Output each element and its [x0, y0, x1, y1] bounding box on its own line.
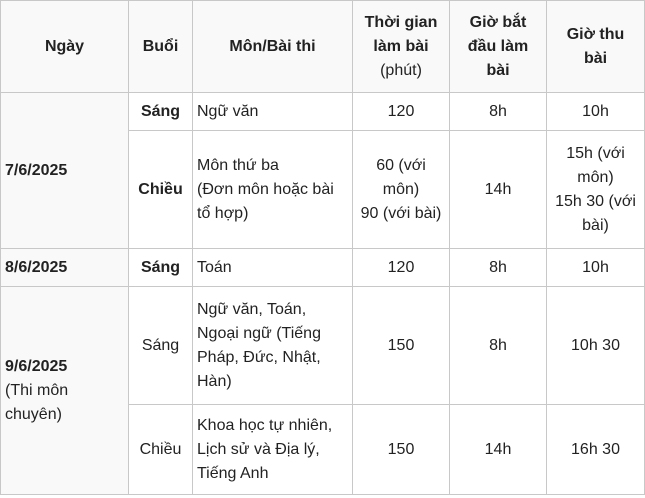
duration-cell: 60 (với môn) 90 (với bài): [353, 131, 450, 249]
end-time-cell: 10h 30: [547, 287, 645, 405]
day-cell-7-6: 7/6/2025: [1, 93, 129, 249]
header-row: [1, 1, 645, 93]
subject-cell: Ngữ văn, Toán, Ngoại ngữ (Tiếng Pháp, Đức, Nhật, Hàn): [193, 287, 353, 405]
session-cell: Sáng: [129, 93, 193, 131]
duration-cell: 120: [353, 249, 450, 287]
header-thoi-gian: Thời gian làm bài (phút): [353, 1, 450, 93]
end-time-cell: 10h: [547, 93, 645, 131]
start-time-cell: 8h: [450, 287, 547, 405]
header-ngay: Ngày: [1, 1, 129, 93]
header-buoi: Buổi: [129, 1, 193, 93]
session-cell: Sáng: [129, 287, 193, 405]
header-mon: Môn/Bài thi: [193, 1, 353, 93]
start-time-cell: 14h: [450, 131, 547, 249]
start-time-cell: 8h: [450, 249, 547, 287]
duration-cell: 150: [353, 405, 450, 495]
end-time-cell: 15h (với môn) 15h 30 (với bài): [547, 131, 645, 249]
session-cell: Sáng: [129, 249, 193, 287]
table-row: [1, 93, 645, 131]
subject-cell: Toán: [193, 249, 353, 287]
session-cell: Chiều: [129, 405, 193, 495]
duration-cell: 120: [353, 93, 450, 131]
table-row: [1, 287, 645, 405]
day-cell-9-6: 9/6/2025 (Thi môn chuyên): [1, 287, 129, 495]
start-time-cell: 8h: [450, 93, 547, 131]
subject-cell: Khoa học tự nhiên, Lịch sử và Địa lý, Tiếng Anh: [193, 405, 353, 495]
header-gio-thu: Giờ thu bài: [547, 1, 645, 93]
header-gio-bat-dau: Giờ bắt đầu làm bài: [450, 1, 547, 93]
duration-cell: 150: [353, 287, 450, 405]
start-time-cell: 14h: [450, 405, 547, 495]
end-time-cell: 10h: [547, 249, 645, 287]
end-time-cell: 16h 30: [547, 405, 645, 495]
session-cell: Chiều: [129, 131, 193, 249]
header-thoi-gian-unit: (phút): [380, 61, 422, 79]
day-cell-8-6: 8/6/2025: [1, 249, 129, 287]
subject-cell: Ngữ văn: [193, 93, 353, 131]
table-row: [1, 249, 645, 287]
subject-cell: Môn thứ ba (Đơn môn hoặc bài tổ hợp): [193, 131, 353, 249]
